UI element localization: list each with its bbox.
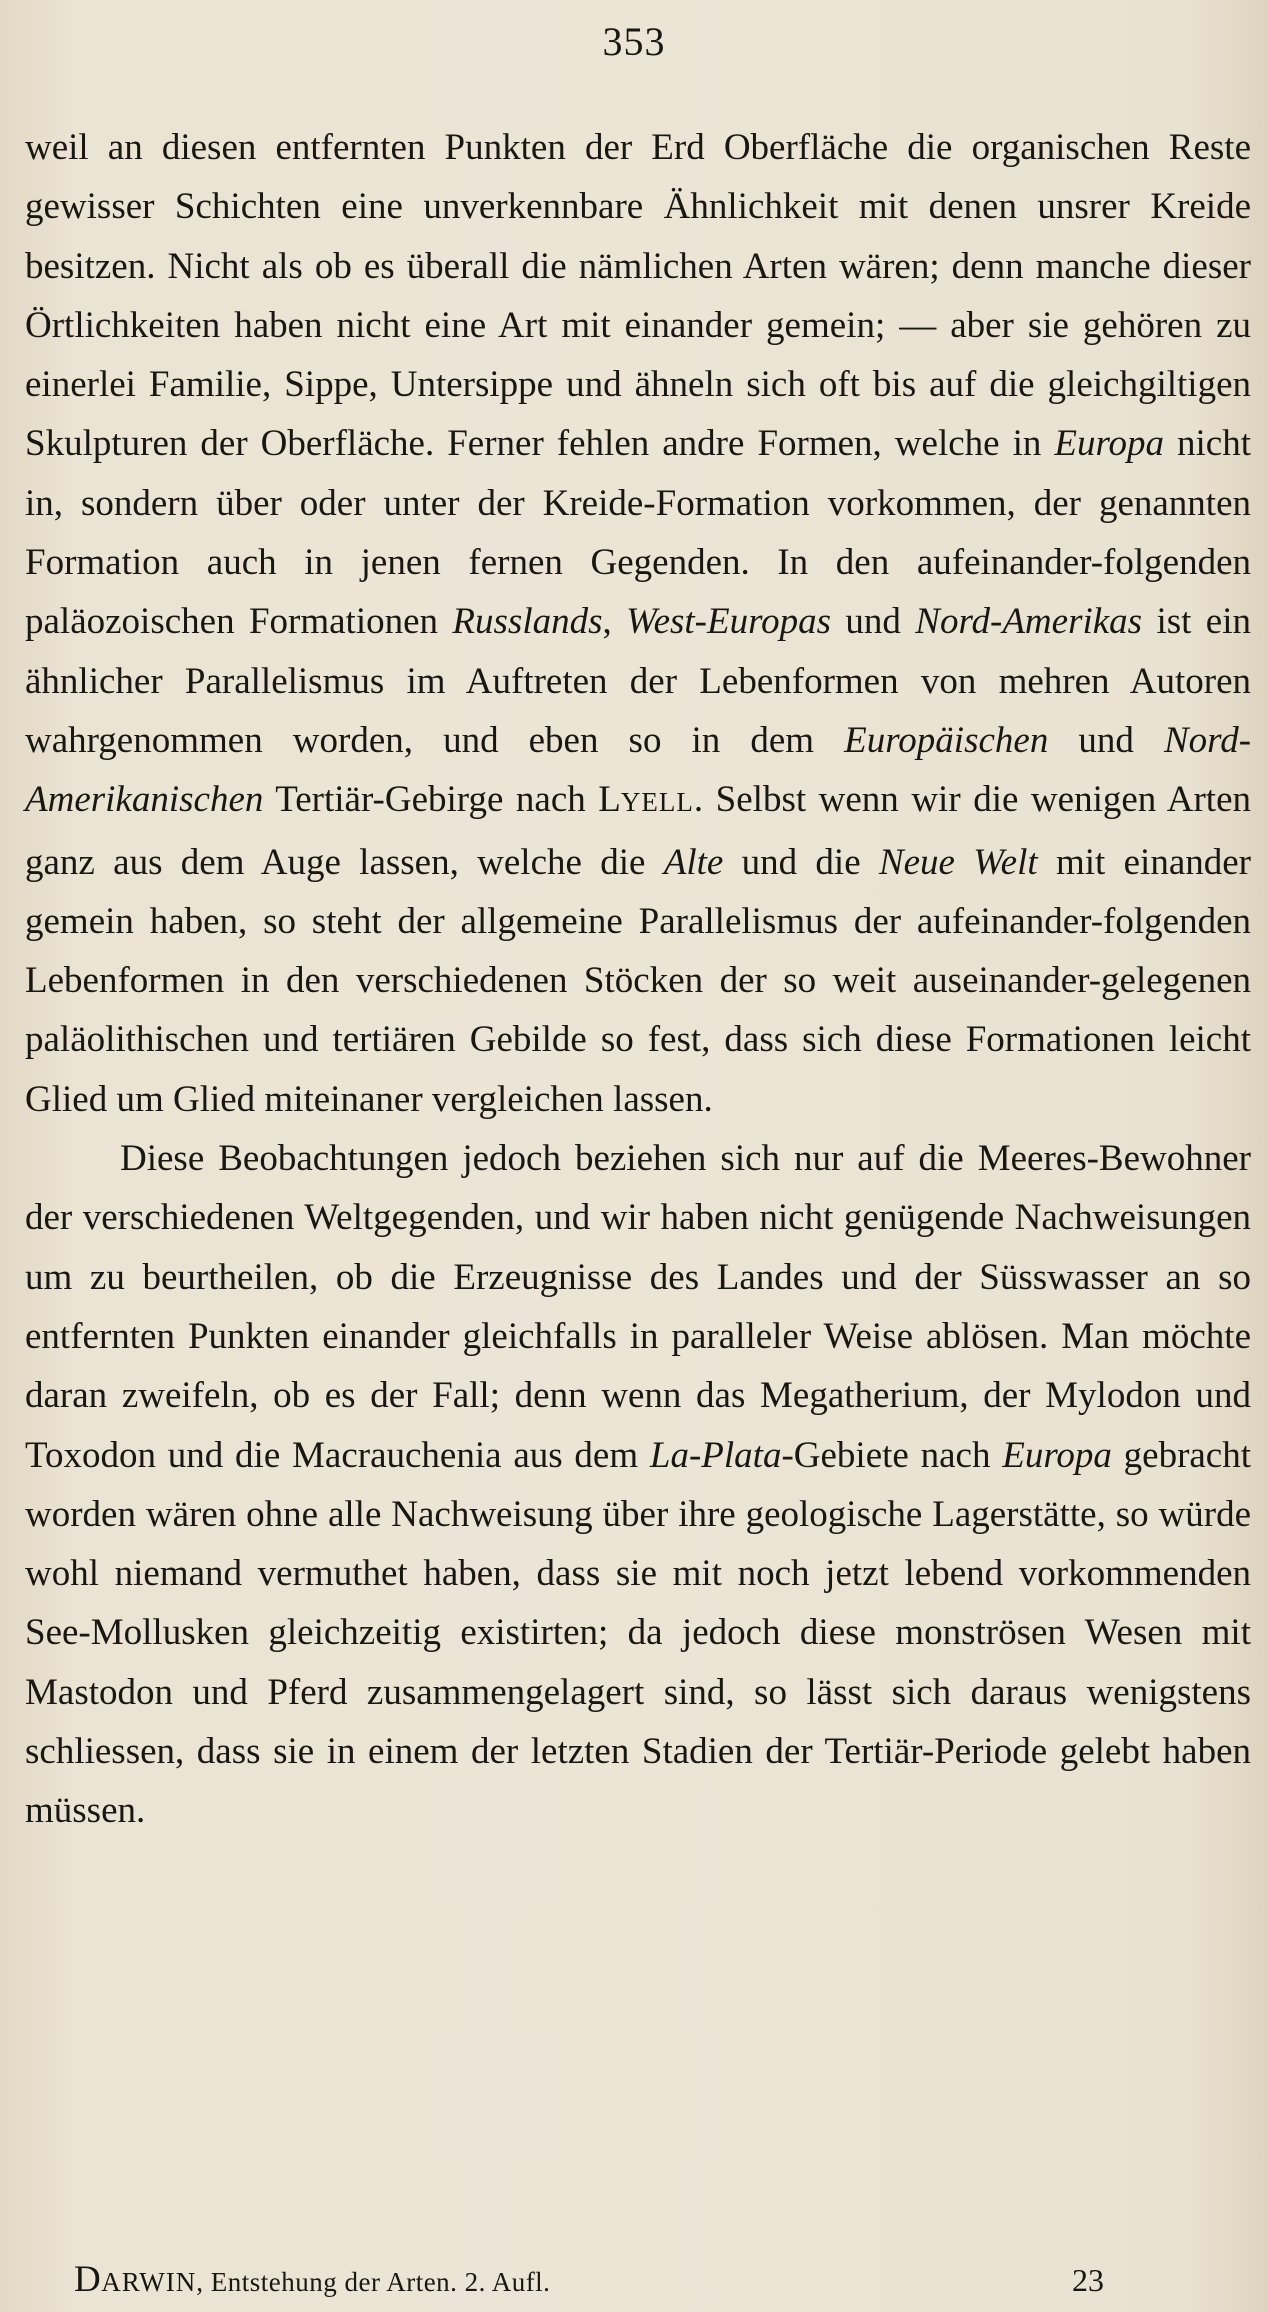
paragraph-2-segment-2-italic: La-Plata	[649, 1434, 782, 1476]
footer-signature-number: 23	[1072, 2262, 1104, 2298]
paragraph-1-segment-5-text: ,	[602, 601, 627, 643]
paragraph-2	[25, 1129, 1251, 1841]
paragraph-1-segment-14-smallcaps-rest: YELL	[620, 787, 694, 818]
paragraph-1-segment-19-text: mit einander gemein haben, so steht der allgemeine Parallelismus der aufeinander-folgenden Lebenformen in den verschiedenen Stöcken der so weit auseinander-gelegenen paläolithischen und tertiären Gebilde so fest, dass sich diese Formationen leicht Glied um Glied miteinaner vergleichen lassen.	[25, 841, 1251, 1120]
body-text	[25, 118, 1251, 1841]
page-number: 353	[602, 19, 666, 64]
footer-author-rest: ARWIN	[101, 2267, 197, 2297]
paragraph-1-segment-3-text: nicht in, sondern über oder unter der Kreide-Formation vorkommen, der genannten Formation auch in jenen fernen Gegenden. In den aufeinander-folgenden paläozoischen Formationen	[25, 423, 1252, 643]
footer-title	[74, 2258, 550, 2301]
paragraph-2-segment-1-text: Diese Beobachtungen jedoch beziehen sich nur auf die Meeres-Bewohner der verschiedenen Weltgegenden, und wir haben nicht genügende Nachweisungen um zu beurtheilen, ob die Erzeugnisse des Landes und der Süsswasser an so entfernten Punkten einander gleichfalls in paralleler Weise ablösen. Man möchte daran zweifeln, ob es der Fall; denn wenn das Megatherium, der Mylodon und Toxodon und die Macrauchenia aus dem	[25, 1138, 1251, 1476]
paragraph-1-segment-17-text: und die	[723, 841, 879, 883]
paragraph-2-segment-5-text: gebracht worden wären ohne alle Nachweisung über ihre geologische Lagerstätte, so würde wohl niemand vermuthet haben, dass sie mit noch jetzt lebend vorkommenden See-Mollusken gleichzeitig existirten; da jedoch diese monströsen Wesen mit Mastodon und Pferd zusammengelagert sind, so lässt sich daraus wenigstens schliessen, dass sie in einem der letzten Stadien der Tertiär-Periode gelebt haben müssen.	[25, 1434, 1252, 1832]
paragraph-1-segment-15-text: . Selbst wenn wir die wenigen Arten ganz aus dem Auge lassen, welche die	[25, 779, 1251, 883]
paragraph-1-segment-1-text: weil an diesen entfernten Punkten der Erd Oberfläche die organischen Reste gewisser Schichten eine unverkennbare Ähnlichkeit mit denen unsrer Kreide besitzen. Nicht als ob es überall die nämlichen Arten wären; denn manche dieser Örtlichkeiten haben nicht eine Art mit einander gemein; — aber sie gehören zu einerlei Familie, Sippe, Untersippe und ähneln sich oft bis auf die gleichgiltigen Skulpturen der Oberfläche. Ferner fehlen andre Formen, welche in	[25, 127, 1251, 465]
paragraph-1-segment-12-italic: Nord-Amerikanischen	[25, 719, 1252, 821]
paragraph-1-segment-10-italic: Europäischen	[844, 719, 1049, 761]
paragraph-1-segment-18-italic: Neue Welt	[878, 841, 1038, 883]
paragraph-1-segment-13-text: Tertiär-Gebirge nach	[263, 779, 599, 821]
paragraph-1-segment-8-italic: Nord-Amerikas	[915, 601, 1143, 643]
footer	[74, 2258, 1104, 2301]
paragraph-1-segment-16-italic: Alte	[663, 841, 724, 883]
paragraph-1	[25, 118, 1251, 1129]
footer-book-title: , Entstehung der Arten. 2. Aufl.	[196, 2267, 551, 2297]
paragraph-1-segment-14-smallcaps	[598, 779, 694, 820]
paragraph-1-segment-11-text: und	[1048, 719, 1164, 761]
paragraph-1-segment-14-smallcaps-initial: L	[598, 779, 621, 821]
paragraph-1-segment-6-italic: West-Europas	[626, 601, 832, 643]
paragraph-1-segment-7-text: und	[831, 601, 916, 643]
paragraph-1-segment-4-italic: Russlands	[452, 601, 603, 643]
paragraph-2-segment-4-italic: Europa	[1002, 1434, 1112, 1476]
paragraph-2-segment-3-text: -Gebiete nach	[781, 1434, 1003, 1476]
paragraph-1-segment-2-italic: Europa	[1054, 423, 1165, 465]
footer-author-initial: D	[74, 2259, 102, 2300]
paragraph-1-segment-9-text: ist ein ähnlicher Parallelismus im Auftreten der Lebenformen von mehren Autoren wahrgenommen worden, und eben so in dem	[25, 601, 1252, 761]
